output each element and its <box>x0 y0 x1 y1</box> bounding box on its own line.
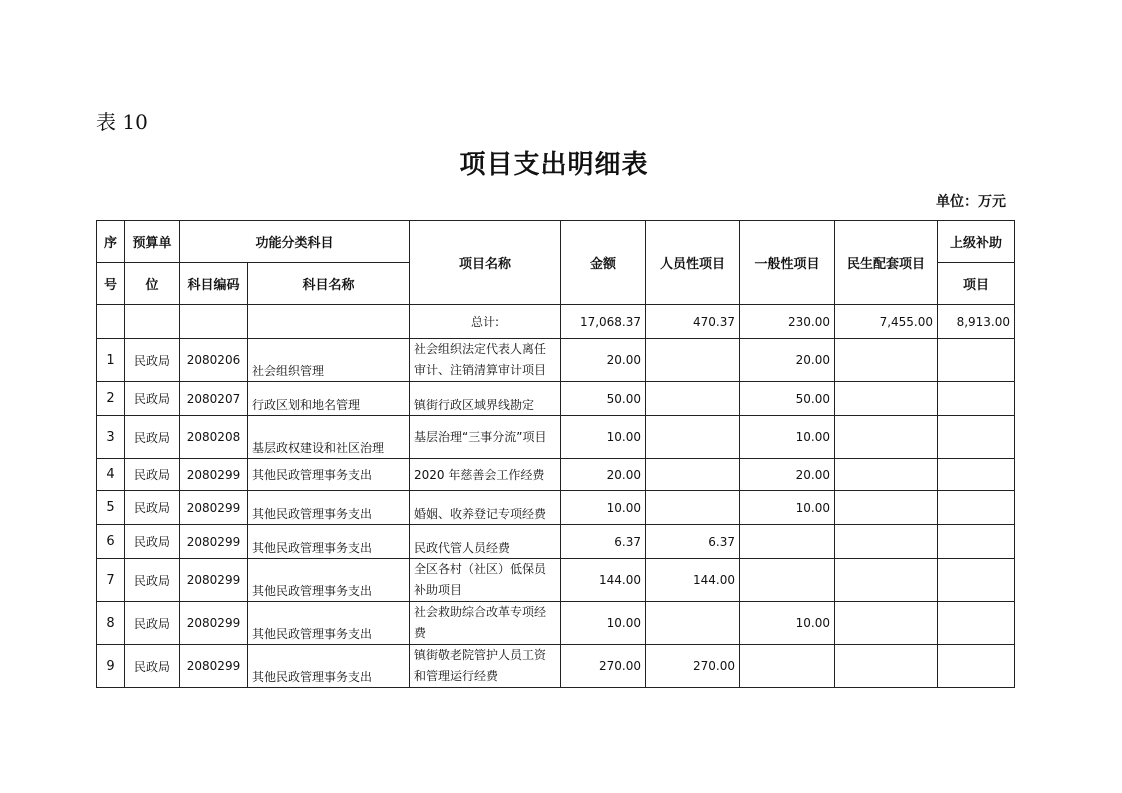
row-seq: 6 <box>97 525 125 559</box>
row-livelihood <box>835 559 938 602</box>
row-subject-name: 其他民政管理事务支出 <box>248 491 410 525</box>
header-general: 一般性项目 <box>740 221 835 305</box>
row-personnel: 6.37 <box>646 525 740 559</box>
row-project-name: 婚姻、收养登记专项经费 <box>410 491 561 525</box>
row-livelihood <box>835 459 938 491</box>
row-personnel <box>646 459 740 491</box>
header-amount: 金额 <box>561 221 646 305</box>
row-seq: 5 <box>97 491 125 525</box>
row-subsidy <box>938 459 1015 491</box>
row-general <box>740 559 835 602</box>
row-livelihood <box>835 491 938 525</box>
row-general: 50.00 <box>740 382 835 416</box>
row-livelihood <box>835 602 938 645</box>
row-seq: 2 <box>97 382 125 416</box>
row-personnel <box>646 602 740 645</box>
header-func-group: 功能分类科目 <box>180 221 410 263</box>
row-subject-name: 其他民政管理事务支出 <box>248 645 410 688</box>
row-subsidy <box>938 339 1015 382</box>
total-livelihood: 7,455.00 <box>835 305 938 339</box>
table-row <box>97 525 1015 559</box>
total-empty-cell <box>125 305 180 339</box>
row-subsidy <box>938 416 1015 459</box>
row-seq: 3 <box>97 416 125 459</box>
row-subsidy <box>938 491 1015 525</box>
row-project-name: 基层治理“三事分流”项目 <box>410 416 561 459</box>
row-livelihood <box>835 416 938 459</box>
total-empty-cell <box>180 305 248 339</box>
row-amount: 144.00 <box>561 559 646 602</box>
row-project-name: 社会救助综合改革专项经费 <box>410 602 561 645</box>
row-subsidy <box>938 559 1015 602</box>
row-code: 2080299 <box>180 602 248 645</box>
table-row <box>97 645 1015 688</box>
row-project-name: 2020 年慈善会工作经费 <box>410 459 561 491</box>
row-unit: 民政局 <box>125 459 180 491</box>
page-title: 项目支出明细表 <box>459 150 649 180</box>
row-general: 10.00 <box>740 416 835 459</box>
row-unit: 民政局 <box>125 339 180 382</box>
row-personnel <box>646 416 740 459</box>
row-code: 2080207 <box>180 382 248 416</box>
table-row <box>97 382 1015 416</box>
row-subsidy <box>938 645 1015 688</box>
row-livelihood <box>835 645 938 688</box>
row-amount: 10.00 <box>561 602 646 645</box>
row-general: 10.00 <box>740 491 835 525</box>
header-subsidy-bottom: 项目 <box>938 263 1015 305</box>
row-code: 2080299 <box>180 559 248 602</box>
total-personnel: 470.37 <box>646 305 740 339</box>
row-amount: 10.00 <box>561 491 646 525</box>
row-general: 10.00 <box>740 602 835 645</box>
header-seq-top: 序 <box>97 221 125 263</box>
row-unit: 民政局 <box>125 559 180 602</box>
row-amount: 270.00 <box>561 645 646 688</box>
row-code: 2080208 <box>180 416 248 459</box>
total-amount: 17,068.37 <box>561 305 646 339</box>
total-empty-cell <box>248 305 410 339</box>
row-subject-name: 行政区划和地名管理 <box>248 382 410 416</box>
total-empty-cell <box>97 305 125 339</box>
row-general: 20.00 <box>740 339 835 382</box>
row-amount: 20.00 <box>561 339 646 382</box>
header-project-name: 项目名称 <box>410 221 561 305</box>
row-code: 2080299 <box>180 525 248 559</box>
table-row <box>97 559 1015 602</box>
row-project-name: 镇街行政区域界线勘定 <box>410 382 561 416</box>
row-livelihood <box>835 525 938 559</box>
total-general: 230.00 <box>740 305 835 339</box>
unit-label: 单位：万元 <box>936 194 1006 210</box>
row-general <box>740 525 835 559</box>
row-unit: 民政局 <box>125 602 180 645</box>
row-project-name: 社会组织法定代表人离任审计、注销清算审计项目 <box>410 339 561 382</box>
table-row <box>97 491 1015 525</box>
header-subject-name: 科目名称 <box>248 263 410 305</box>
row-personnel: 144.00 <box>646 559 740 602</box>
project-expenditure-table <box>96 220 1015 688</box>
row-livelihood <box>835 382 938 416</box>
row-unit: 民政局 <box>125 382 180 416</box>
table-row <box>97 602 1015 645</box>
table-number-label: 表 10 <box>96 110 148 134</box>
header-livelihood: 民生配套项目 <box>835 221 938 305</box>
header-subject-code: 科目编码 <box>180 263 248 305</box>
row-seq: 9 <box>97 645 125 688</box>
row-subsidy <box>938 382 1015 416</box>
row-code: 2080299 <box>180 645 248 688</box>
row-seq: 4 <box>97 459 125 491</box>
header-personnel: 人员性项目 <box>646 221 740 305</box>
row-seq: 7 <box>97 559 125 602</box>
row-personnel <box>646 382 740 416</box>
total-label: 总计: <box>410 305 561 339</box>
header-unit-top: 预算单 <box>125 221 180 263</box>
row-subject-name: 其他民政管理事务支出 <box>248 559 410 602</box>
header-unit-bottom: 位 <box>125 263 180 305</box>
row-subject-name: 其他民政管理事务支出 <box>248 525 410 559</box>
row-personnel <box>646 339 740 382</box>
row-general: 20.00 <box>740 459 835 491</box>
row-code: 2080299 <box>180 459 248 491</box>
row-unit: 民政局 <box>125 645 180 688</box>
row-personnel: 270.00 <box>646 645 740 688</box>
row-project-name: 全区各村（社区）低保员补助项目 <box>410 559 561 602</box>
row-unit: 民政局 <box>125 491 180 525</box>
total-row <box>97 305 1015 339</box>
row-amount: 20.00 <box>561 459 646 491</box>
row-unit: 民政局 <box>125 525 180 559</box>
row-project-name: 民政代管人员经费 <box>410 525 561 559</box>
row-general <box>740 645 835 688</box>
header-subsidy-top: 上级补助 <box>938 221 1015 263</box>
row-code: 2080299 <box>180 491 248 525</box>
row-subsidy <box>938 525 1015 559</box>
row-personnel <box>646 491 740 525</box>
row-amount: 50.00 <box>561 382 646 416</box>
total-subsidy: 8,913.00 <box>938 305 1015 339</box>
row-code: 2080206 <box>180 339 248 382</box>
row-amount: 10.00 <box>561 416 646 459</box>
row-amount: 6.37 <box>561 525 646 559</box>
row-seq: 8 <box>97 602 125 645</box>
row-subject-name: 其他民政管理事务支出 <box>248 602 410 645</box>
table-row <box>97 339 1015 382</box>
row-subsidy <box>938 602 1015 645</box>
row-project-name: 镇街敬老院管护人员工资和管理运行经费 <box>410 645 561 688</box>
row-unit: 民政局 <box>125 416 180 459</box>
table-row <box>97 459 1015 491</box>
row-seq: 1 <box>97 339 125 382</box>
row-subject-name: 基层政权建设和社区治理 <box>248 416 410 459</box>
header-seq-bottom: 号 <box>97 263 125 305</box>
table-row <box>97 416 1015 459</box>
row-subject-name: 其他民政管理事务支出 <box>248 459 410 491</box>
row-livelihood <box>835 339 938 382</box>
row-subject-name: 社会组织管理 <box>248 339 410 382</box>
